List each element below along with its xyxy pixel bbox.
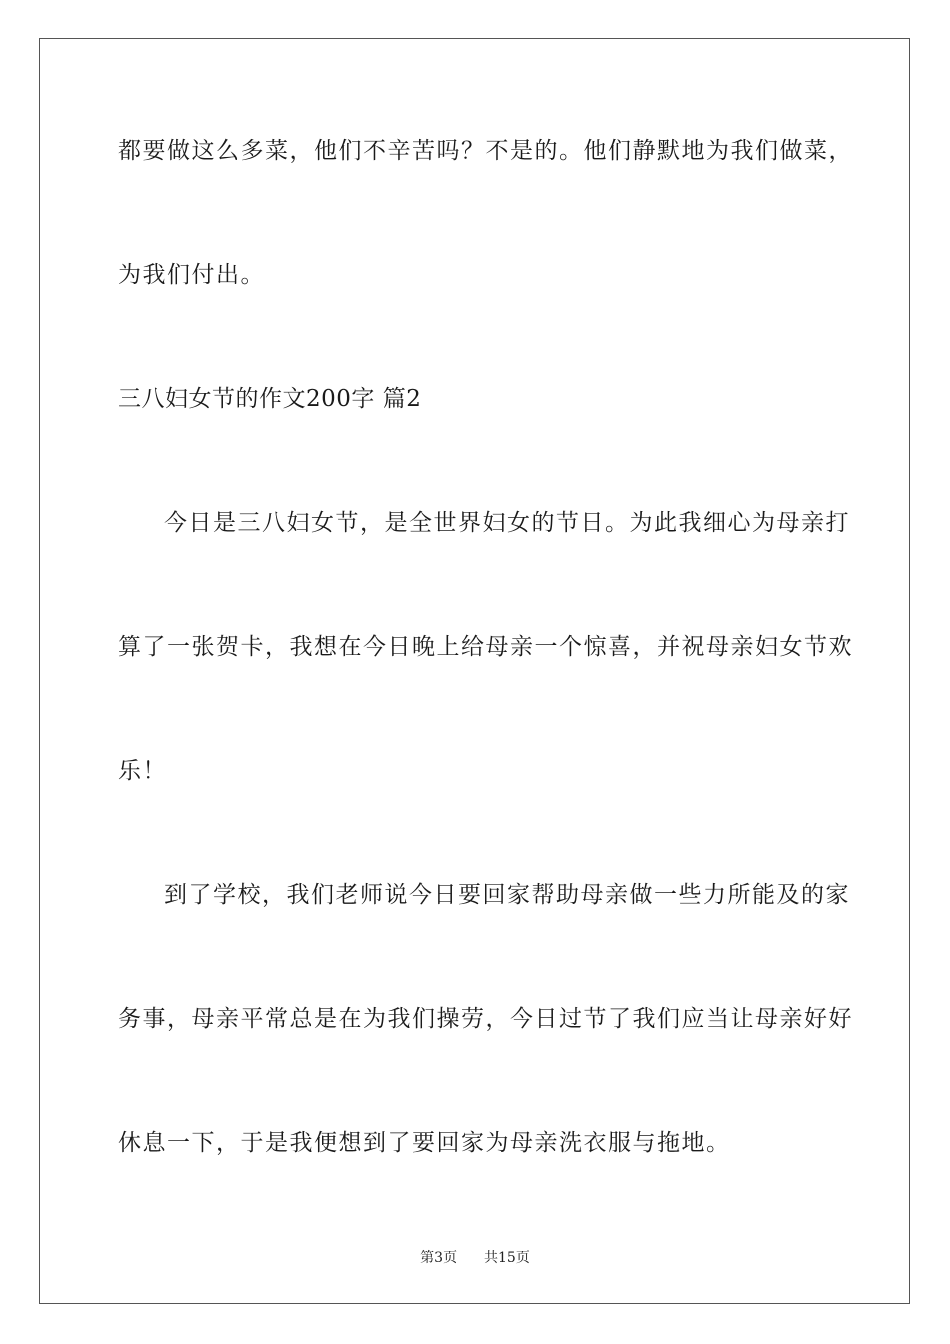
total-pages: 共15页 [484,1250,530,1266]
paragraph-line: 为我们付出。 [118,262,265,288]
paragraph-line: 算了一张贺卡，我想在今日晚上给母亲一个惊喜，并祝母亲妇女节欢 [118,634,853,660]
page-number: 第3页 [420,1250,458,1266]
paragraph-line: 今日是三八妇女节，是全世界妇女的节日。为此我细心为母亲打 [164,510,850,536]
paragraph-line: 到了学校，我们老师说今日要回家帮助母亲做一些力所能及的家 [164,882,850,908]
section-heading: 三八妇女节的作文200字 篇2 [118,386,422,412]
paragraph-line: 休息一下，于是我便想到了要回家为母亲洗衣服与拖地。 [118,1130,731,1156]
page-footer [0,1249,950,1267]
paragraph-line: 都要做这么多菜，他们不辛苦吗？不是的。他们静默地为我们做菜， [118,138,853,164]
page-frame [39,38,910,1304]
paragraph-line: 务事，母亲平常总是在为我们操劳，今日过节了我们应当让母亲好好 [118,1006,853,1032]
paragraph-line: 乐！ [118,758,167,784]
